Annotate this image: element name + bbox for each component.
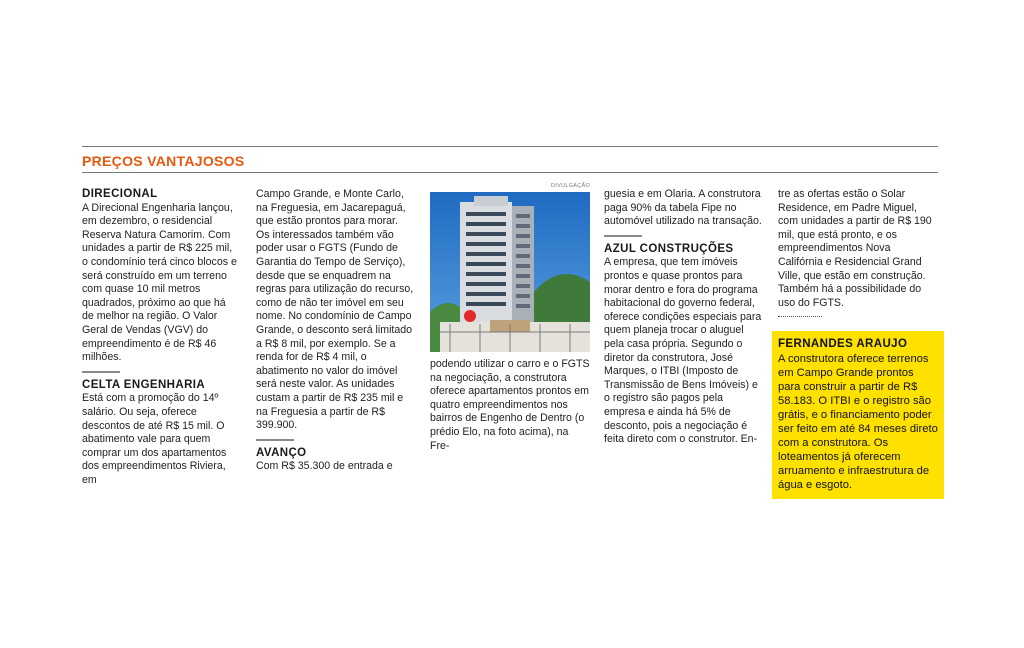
divider bbox=[604, 235, 642, 237]
photo-credit: DIVULGAÇÃO bbox=[551, 183, 591, 189]
column-2 bbox=[256, 188, 414, 474]
paragraph-celta: Está com a promoção do 14º salário. Ou seja, oferece descontos de até R$ 15 mil. O abatimento vale para quem comprar um dos apartamentos dos empreendimentos Riviera, em bbox=[82, 392, 227, 486]
building-photo bbox=[430, 192, 590, 352]
highlight-box bbox=[772, 331, 944, 499]
paragraph-avanco-end: guesia e em Olaria. A construtora paga 90% da tabela Fipe no automóvel utilizado na transação. bbox=[604, 188, 762, 228]
paragraph-azul: A empresa, que tem imóveis prontos e quase prontos para morar dentro e fora do programa habitacional do governo federal, oferece condições especiais para quem planeja trocar o aluguel pela casa própria. Segundo o diretor da construtora, José Marques, o ITBI (Imposto de Transmissão de Bens Imóveis) e o registro são pagos pela empresa e ainda há 5% de desconto, pois a negociação é feita direto com o construtor. En- bbox=[604, 256, 762, 446]
section-title: PREÇOS VANTAJOSOS bbox=[82, 153, 245, 169]
paragraph-celta-cont: Campo Grande, e Monte Carlo, na Freguesia, em Jacarepaguá, que estão prontos para morar. Os interessados também vão poder usar o FGTS (Fundo de Garantia do Tempo de Serviço), desde que se enquadrem na regras para utilização do recurso, como de não ter imóvel em seu nome. No condomínio de Campo Grande, o desconto será limitado a R$ 8 mil, por exemplo. Se a renda for de R$ 4 mil, o abatimento no valor do imóvel será neste valor. As unidades custam a partir de R$ 235 mil e na Freguesia a partir de R$ 399.900. bbox=[256, 188, 414, 432]
heading-azul: AZUL CONSTRUÇÕES bbox=[604, 242, 734, 255]
divider bbox=[256, 439, 294, 441]
paragraph-avanco-cont: podendo utilizar o carro e o FGTS na negociação, a construtora oferece apartamentos prontos em quatro empreendimentos nos bairros de Engenho de Dentro (o prédio Elo, na foto acima), na Fre- bbox=[430, 358, 590, 452]
building-illustration bbox=[430, 192, 590, 352]
heading-avanco: AVANÇO bbox=[256, 446, 307, 459]
paragraph-azul-cont: tre as ofertas estão o Solar Residence, em Padre Miguel, com unidades a partir de R$ 190 mil, que está pronto, e os empreendimentos Nova Califórnia e Residencial Grand Ville, que estão em construção. Também há a possibilidade do uso do FGTS. bbox=[778, 188, 932, 309]
top-rule bbox=[82, 146, 938, 147]
paragraph-avanco: Com R$ 35.300 de entrada e bbox=[256, 460, 393, 473]
column-4 bbox=[604, 188, 762, 447]
column-5 bbox=[778, 188, 938, 317]
heading-celta: CELTA ENGENHARIA bbox=[82, 378, 206, 391]
divider bbox=[82, 371, 120, 373]
column-1 bbox=[82, 188, 240, 487]
heading-direcional: DIRECIONAL bbox=[82, 188, 158, 200]
end-rule bbox=[778, 316, 822, 317]
heading-fernandes: FERNANDES ARAUJO bbox=[778, 338, 908, 350]
paragraph-direcional: A Direcional Engenharia lançou, em dezembro, o residencial Reserva Natura Camorim. Com unidades a partir de R$ 225 mil, o condomínio terá cinco blocos e será construído em um terreno com quase 10 mil metros quadrados, próximo ao que há de melhor na região. O Valor Geral de Vendas (VGV) do empreendimento é de R$ 46 milhões. bbox=[82, 201, 237, 364]
title-rule bbox=[82, 172, 938, 173]
column-3 bbox=[430, 188, 590, 453]
paragraph-fernandes: A construtora oferece terrenos em Campo Grande prontos para construir a partir de R$ 58.183. O ITBI e o registro são grátis, e o financiamento poder ser feito em até 84 meses direto com a construtora. Os loteamentos já oferecem arruamento e infraestrutura de água e esgoto. bbox=[778, 353, 938, 491]
